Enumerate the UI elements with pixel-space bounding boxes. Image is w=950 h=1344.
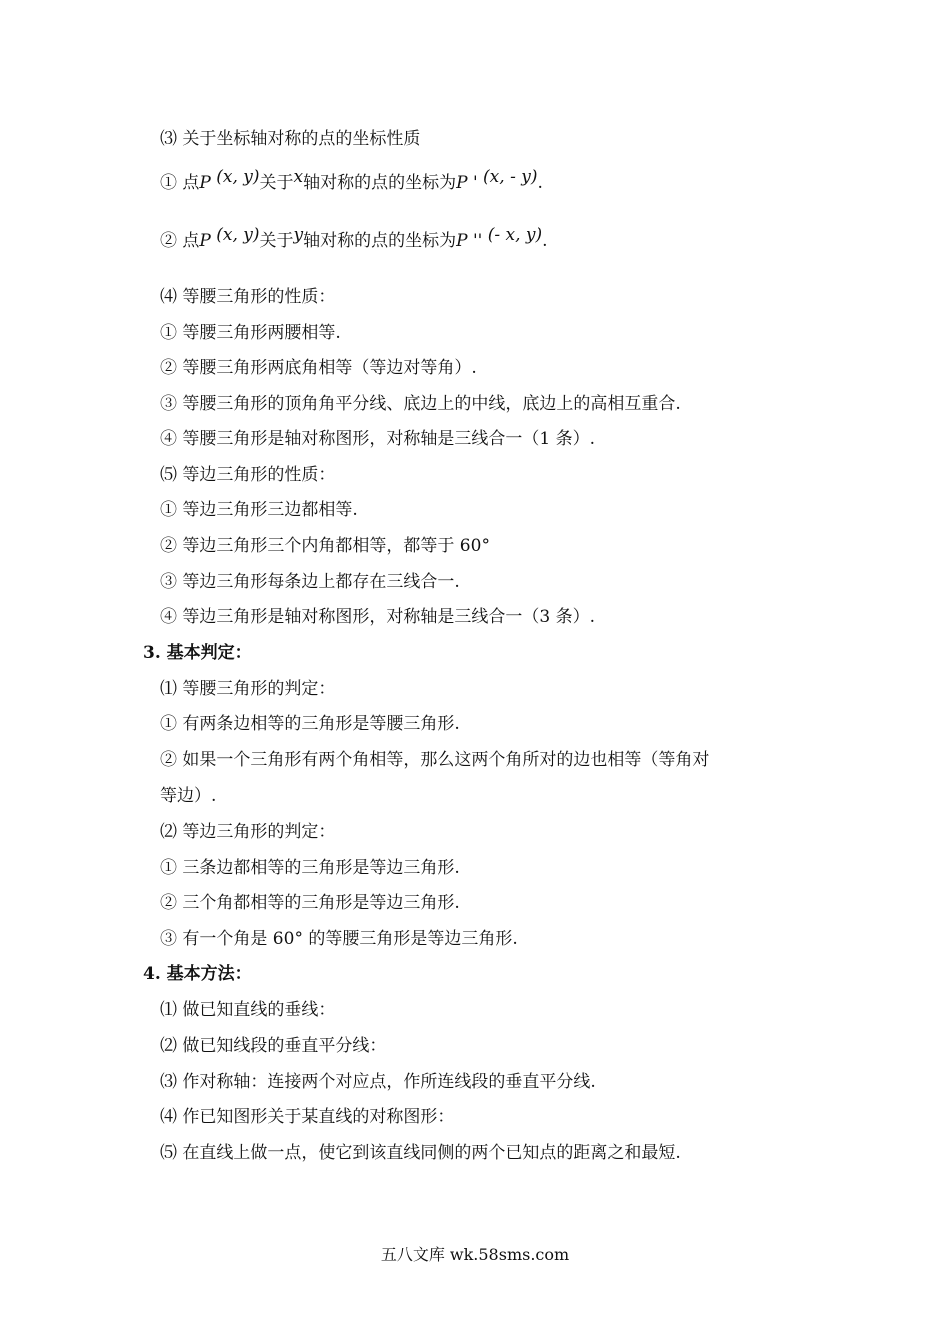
s3-item-2-end: .: [542, 231, 548, 251]
method-item: ⑸ 在直线上做一点，使它到该直线同侧的两个已知点的距离之和最短.: [160, 1143, 681, 1163]
heading-basic-methods: 4. 基本方法：: [143, 964, 252, 984]
s3-item-1-point: P: [199, 173, 211, 193]
j1-title: ⑴ 等腰三角形的判定：: [160, 679, 336, 699]
s3-item-1-image-point: P ': [456, 173, 478, 193]
s3-item-2-prefix: ② 点: [160, 231, 200, 251]
method-item: ⑶ 作对称轴：连接两个对应点，作所连线段的垂直平分线.: [160, 1072, 596, 1092]
j1-item: ① 有两条边相等的三角形是等腰三角形.: [160, 714, 460, 734]
j2-item: ③ 有一个角是 60° 的等腰三角形是等边三角形.: [160, 929, 518, 949]
s4-title: ⑷ 等腰三角形的性质：: [160, 287, 336, 307]
s5-item: ④ 等边三角形是轴对称图形，对称轴是三线合一（3 条）.: [160, 607, 596, 627]
s4-item: ① 等腰三角形两腰相等.: [160, 323, 341, 343]
j2-title: ⑵ 等边三角形的判定：: [160, 822, 336, 842]
s3-item-1-point-coords: (x, y): [216, 167, 260, 187]
s3-item-1-mid2: 轴对称的点的坐标为: [303, 173, 457, 193]
s3-item-2-image-coords: (- x, y): [487, 225, 543, 245]
s4-item: ③ 等腰三角形的顶角角平分线、底边上的中线，底边上的高相互重合.: [160, 394, 681, 414]
s3-item-1-prefix: ① 点: [160, 173, 200, 193]
method-item: ⑴ 做已知直线的垂线：: [160, 1000, 336, 1020]
s3-item-2-axis: y: [293, 225, 304, 245]
s3-item-2-image-point: P '': [456, 231, 483, 251]
s3-item-2: [160, 225, 548, 252]
s5-item: ① 等边三角形三边都相等.: [160, 500, 358, 520]
s3-item-1: [160, 167, 543, 194]
s3-item-2-mid1: 关于: [259, 231, 294, 251]
j2-item: ② 三个角都相等的三角形是等边三角形.: [160, 893, 460, 913]
s3-item-1-mid1: 关于: [259, 173, 294, 193]
j1-item-continued: 等边）.: [160, 786, 217, 806]
s3-title: ⑶ 关于坐标轴对称的点的坐标性质: [160, 129, 421, 149]
s3-item-1-image-coords: (x, - y): [483, 167, 538, 187]
method-item: ⑵ 做已知线段的垂直平分线：: [160, 1036, 387, 1056]
footer-watermark: 五八文库 wk.58sms.com: [380, 1245, 570, 1264]
heading-basic-criteria: 3. 基本判定：: [143, 643, 252, 663]
j2-item: ① 三条边都相等的三角形是等边三角形.: [160, 858, 460, 878]
s3-item-1-axis: x: [293, 167, 304, 187]
s3-item-2-point: P: [199, 231, 211, 251]
s3-item-2-point-coords: (x, y): [216, 225, 260, 245]
s3-item-1-end: .: [537, 173, 543, 193]
s4-item: ④ 等腰三角形是轴对称图形，对称轴是三线合一（1 条）.: [160, 429, 596, 449]
s5-item: ③ 等边三角形每条边上都存在三线合一.: [160, 572, 460, 592]
s5-item: ② 等边三角形三个内角都相等，都等于 60°: [160, 536, 490, 556]
s3-item-2-mid2: 轴对称的点的坐标为: [303, 231, 457, 251]
s4-item: ② 等腰三角形两底角相等（等边对等角）.: [160, 358, 477, 378]
method-item: ⑷ 作已知图形关于某直线的对称图形：: [160, 1107, 455, 1127]
j1-item: ② 如果一个三角形有两个角相等，那么这两个角所对的边也相等（等角对: [160, 750, 710, 770]
s5-title: ⑸ 等边三角形的性质：: [160, 465, 336, 485]
